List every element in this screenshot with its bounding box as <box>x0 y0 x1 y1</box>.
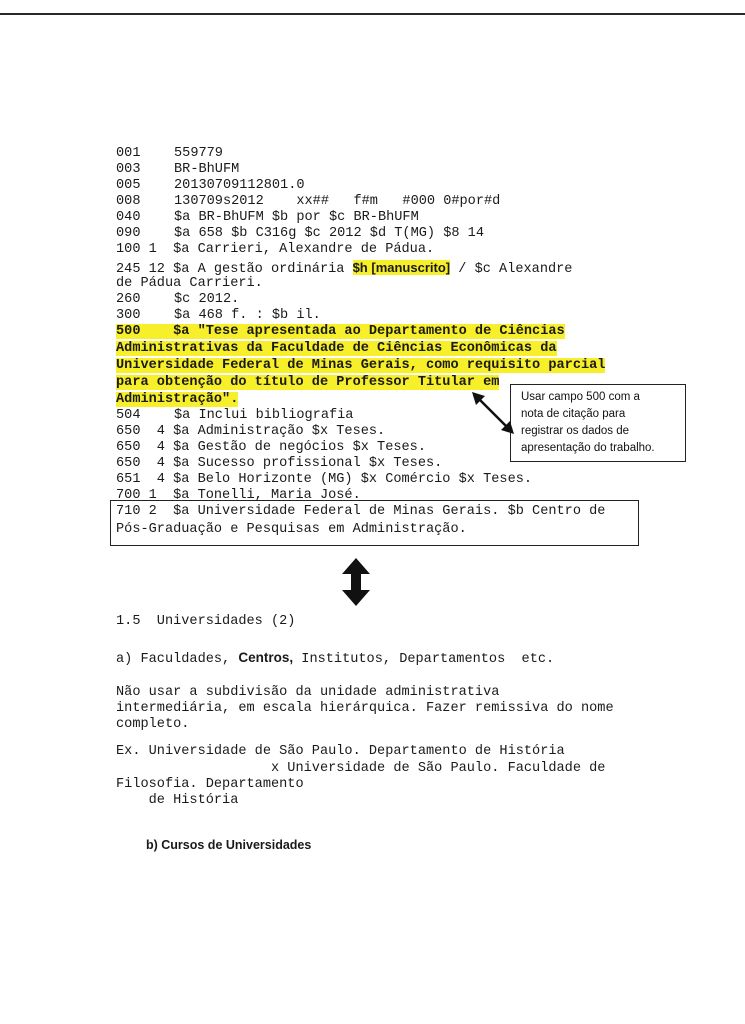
section-heading: 1.5 Universidades (2) <box>116 614 296 629</box>
field-245-highlight: $h [manuscrito] <box>352 260 451 275</box>
field-245-cont: de Pádua Carrieri. <box>116 276 263 291</box>
example-line: de História <box>116 793 239 808</box>
field-245-pre: 245 12 $a A gestão ordinária <box>116 262 353 277</box>
marc-tag: 260 <box>116 292 141 307</box>
rule-line: completo. <box>116 717 190 732</box>
marc-value: 20130709112801.0 <box>174 178 305 193</box>
field-500-line: 500 $a "Tese apresentada ao Departamento de Ciências <box>116 324 565 339</box>
marc-value: 559779 <box>174 146 223 161</box>
item-a-pre: a) Faculdades, <box>116 652 239 667</box>
callout-line: nota de citação para <box>521 408 626 420</box>
top-rule <box>0 13 745 15</box>
field-500-line: Universidade Federal de Minas Gerais, como requisito parcial <box>116 358 606 373</box>
subject-line: 650 4 $a Gestão de negócios $x Teses. <box>116 440 426 455</box>
marc-tag: 008 <box>116 194 141 209</box>
example-line: Filosofia. Departamento <box>116 777 304 792</box>
callout-line: Usar campo 500 com a <box>521 391 640 403</box>
marc-tag: 504 <box>116 408 141 423</box>
rule-line: intermediária, em escala hierárquica. Fazer remissiva do nome <box>116 701 614 716</box>
subject-line: 650 4 $a Sucesso profissional $x Teses. <box>116 456 443 471</box>
field-500-line: para obtenção do título de Professor Titular em <box>116 375 500 390</box>
field-500-line: Administrativas da Faculdade de Ciências Econômicas da <box>116 341 557 356</box>
marc-tag: 001 <box>116 146 141 161</box>
subject-line: 651 4 $a Belo Horizonte (MG) $x Comércio $x Teses. <box>116 472 533 487</box>
marc-value: BR-BhUFM <box>174 162 240 177</box>
subject-line: 700 1 $a Tonelli, Maria José. <box>116 488 361 503</box>
subject-line: 650 4 $a Administração $x Teses. <box>116 424 386 439</box>
marc-value: $a BR-BhUFM $b por $c BR-BhUFM <box>174 210 419 225</box>
diagonal-arrow-icon <box>468 388 518 438</box>
field-300-value: $a 468 f. : $b il. <box>174 308 321 323</box>
item-a-bold: Centros, <box>238 650 294 665</box>
item-a <box>116 650 554 667</box>
example-line: x Universidade de São Paulo. Faculdade de <box>116 761 606 776</box>
field-245-post: / $c Alexandre <box>450 262 573 277</box>
item-a-post: Institutos, Departamentos etc. <box>293 652 555 667</box>
item-b: b) Cursos de Universidades <box>146 838 312 852</box>
rule-line: Não usar a subdivisão da unidade administrativa <box>116 685 500 700</box>
callout-line: registrar os dados de <box>521 425 630 437</box>
example-line: Ex. Universidade de São Paulo. Departamento de História <box>116 744 565 759</box>
marc-tag: 040 <box>116 210 141 225</box>
field-710-line: Pós-Graduação e Pesquisas em Administração. <box>116 522 467 537</box>
marc-value: $a 658 $b C316g $c 2012 $d T(MG) $8 14 <box>174 226 484 241</box>
field-710-line: 710 2 $a Universidade Federal de Minas Gerais. $b Centro de <box>116 504 606 519</box>
field-260-value: $c 2012. <box>174 292 240 307</box>
callout-line: apresentação do trabalho. <box>521 442 655 454</box>
field-100: 100 1 $a Carrieri, Alexandre de Pádua. <box>116 242 435 257</box>
field-500-line: Administração". <box>116 392 239 407</box>
marc-tag: 003 <box>116 162 141 177</box>
marc-tag: 300 <box>116 308 141 323</box>
callout-note <box>510 384 686 462</box>
marc-tag: 090 <box>116 226 141 241</box>
marc-value: 130709s2012 xx## f#m #000 0#por#d <box>174 194 501 209</box>
field-504-value: $a Inclui bibliografia <box>174 408 354 423</box>
marc-tag: 005 <box>116 178 141 193</box>
field-245 <box>116 260 572 277</box>
vertical-arrow-icon <box>336 556 376 608</box>
